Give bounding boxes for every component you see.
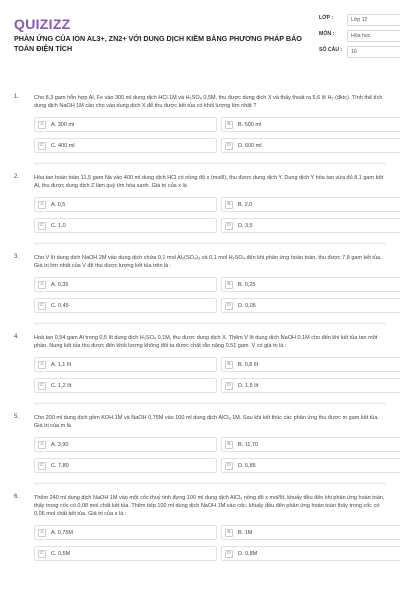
option-letter-box: B <box>225 441 233 449</box>
answer-option[interactable] <box>34 437 217 452</box>
answer-option[interactable] <box>221 357 400 372</box>
option-letter-box: D <box>225 222 233 230</box>
option-letter-box: D <box>225 302 233 310</box>
question-text: Hòa tan hoàn toàn 11,5 gam Na vào 400 ml dung dịch HCl có nồng độ x (mol/l), thu được dung dịch Y. Dung dịch Y hòa tan vừa đủ 8,1 gam bột Al, thu được dung dịch Z làm quỳ tím hóa xanh. Giá trị của x là <box>34 175 384 189</box>
option-letter-box: A <box>38 121 46 129</box>
question-item <box>14 254 386 313</box>
option-letter-box: B <box>225 121 233 129</box>
answer-option[interactable] <box>221 218 400 233</box>
option-text: A. 0,35 <box>51 281 69 288</box>
answer-option[interactable] <box>221 117 400 132</box>
option-text: C. 1,2 lít <box>51 382 72 389</box>
option-letter-box: D <box>225 382 233 390</box>
option-text: B. 11,70 <box>238 441 259 448</box>
meta-count-row <box>319 46 400 58</box>
answer-option[interactable] <box>34 138 217 153</box>
answer-option[interactable] <box>34 277 217 292</box>
option-letter-box: D <box>225 462 233 470</box>
question-divider <box>34 483 386 484</box>
option-text: D. 0,05 <box>238 302 256 309</box>
question-item <box>14 494 386 561</box>
answer-options <box>34 197 386 233</box>
option-text: A. 300 ml <box>51 121 75 128</box>
question-item <box>14 334 386 393</box>
answer-option[interactable] <box>221 197 400 212</box>
question-number: 5. <box>14 414 20 420</box>
question-number: 3. <box>14 254 20 260</box>
option-text: B. 0,25 <box>238 281 256 288</box>
option-letter-box: B <box>225 201 233 209</box>
meta-subject-row <box>319 30 400 42</box>
option-text: D. 3,5 <box>238 222 253 229</box>
question-divider <box>34 403 386 404</box>
answer-option[interactable] <box>221 277 400 292</box>
option-letter-box: A <box>38 361 46 369</box>
question-text: Hoà tan 0,54 gam Al trong 0,5 lít dung dịch H₂SO₄ 0,1M, thu được dung dịch X. Thêm V lít dung dịch NaOH 0,1M cho đến khi kết tủa tan một phần. Nung kết tủa thu được đến khối lượng không đổi ta được chất rắn nặng 0,51 gam. V có giá trị là : <box>34 335 378 349</box>
question-item <box>14 414 386 473</box>
option-text: A. 1,1 lít <box>51 361 72 368</box>
option-letter-box: C <box>38 142 46 150</box>
count-value: 16 <box>347 46 400 58</box>
option-text: B. 500 ml <box>238 121 262 128</box>
worksheet-header <box>14 14 386 84</box>
subject-label: MÔN : <box>319 31 335 37</box>
answer-option[interactable] <box>34 218 217 233</box>
option-letter-box: C <box>38 382 46 390</box>
option-letter-box: C <box>38 550 46 558</box>
class-value: Lớp 12 <box>347 14 400 26</box>
question-text: Cho V lít dung dịch NaOH 2M vào dung dịch chứa 0,1 mol Al₂(SO₄)₃ và 0,1 mol H₂SO₄ đến khi phản ứng hoàn toàn, thu được 7,8 gam kết tủa. Giá trị lớn nhất của V để thu được lượng kết tủa trên là : <box>34 255 382 269</box>
option-letter-box: A <box>38 281 46 289</box>
option-letter-box: D <box>225 142 233 150</box>
option-text: D. 1,5 lít <box>238 382 259 389</box>
answer-option[interactable] <box>221 378 400 393</box>
meta-class-row <box>319 14 400 26</box>
option-text: C. 400 ml <box>51 142 75 149</box>
question-text: Thêm 240 ml dung dịch NaOH 1M vào một cốc thuỷ tinh đựng 100 ml dung dịch AlCl₃ nồng độ x mol/lít, khuấy đều đến khi phản ứng hoàn toàn, thấy trong cốc có 0,08 mol chất kết tủa. Thêm tiếp 100 ml dung dịch NaOH 1M vào cốc, khuấy đều đến phản ứng hoàn toàn thấy trong cốc có 0,06 mol chất kết tủa. Giá trị của x là : <box>34 495 385 517</box>
answer-option[interactable] <box>34 546 217 561</box>
answer-option[interactable] <box>34 117 217 132</box>
option-text: C. 1,0 <box>51 222 66 229</box>
answer-option[interactable] <box>34 357 217 372</box>
question-divider <box>34 163 386 164</box>
answer-option[interactable] <box>221 458 400 473</box>
option-text: A. 3,90 <box>51 441 69 448</box>
class-label: LỚP : <box>319 15 334 21</box>
option-letter-box: C <box>38 462 46 470</box>
option-letter-box: B <box>225 361 233 369</box>
option-letter-box: A <box>38 441 46 449</box>
question-text: Cho 8,3 gam hỗn hợp Al, Fe vào 300 ml dung dịch HCl 1M và H₂SO₄ 0,5M, thu được dung dịch X và thấy thoát ra 5,6 lít H₂ (đktc). Tính thể tích dung dịch NaOH 1M cần cho vào dung dịch X để thu được kết tủa có khối lượng lớn nhất ? <box>34 95 383 109</box>
answer-options <box>34 117 386 153</box>
option-letter-box: A <box>38 201 46 209</box>
answer-option[interactable] <box>221 525 400 540</box>
question-divider <box>34 243 386 244</box>
option-letter-box: C <box>38 222 46 230</box>
option-text: A. 0,75M <box>51 529 74 536</box>
option-text: C. 0,5M <box>51 550 71 557</box>
question-list <box>14 94 386 561</box>
answer-option[interactable] <box>221 546 400 561</box>
subject-value: Hóa học <box>347 30 400 42</box>
option-text: B. 2,0 <box>238 201 253 208</box>
option-text: C. 7,80 <box>51 462 69 469</box>
answer-option[interactable] <box>221 437 400 452</box>
answer-options <box>34 357 386 393</box>
answer-options <box>34 437 386 473</box>
option-letter-box: B <box>225 281 233 289</box>
option-text: D. 5,85 <box>238 462 256 469</box>
option-letter-box: B <box>225 529 233 537</box>
answer-option[interactable] <box>34 378 217 393</box>
question-item <box>14 94 386 153</box>
page-title: PHẢN ỨNG CỦA ION AL3+, ZN2+ VỚI DUNG DỊCH KIỀM BẰNG PHƯƠNG PHÁP BẢO TOÀN ĐIỆN TÍCH <box>14 34 302 53</box>
count-label: SỐ CÂU : <box>319 47 343 53</box>
answer-option[interactable] <box>34 458 217 473</box>
quizizz-logo: QUIZIZZ <box>14 16 71 32</box>
meta-panel <box>319 14 400 62</box>
question-number: 2. <box>14 174 20 180</box>
question-item <box>14 174 386 233</box>
question-number: 1. <box>14 94 20 100</box>
option-text: C. 0,45 <box>51 302 69 309</box>
answer-option[interactable] <box>34 197 217 212</box>
option-text: A. 0,5 <box>51 201 66 208</box>
answer-options <box>34 277 386 313</box>
option-text: B. 0,8 lít <box>238 361 259 368</box>
option-letter-box: D <box>225 550 233 558</box>
answer-options <box>34 525 386 561</box>
option-text: D. 0,8M <box>238 550 258 557</box>
question-number: 6. <box>14 494 20 500</box>
answer-option[interactable] <box>34 525 217 540</box>
answer-option[interactable] <box>34 298 217 313</box>
option-letter-box: C <box>38 302 46 310</box>
question-number: 4. <box>14 334 20 340</box>
answer-option[interactable] <box>221 138 400 153</box>
question-text: Cho 200 ml dung dịch gồm KOH 1M và NaOH 0,75M vào 100 ml dung dịch AlCl₃ 1M. Sau khi kết thúc các phản ứng thu được m gam kết tủa. Giá trị của m là <box>34 415 379 429</box>
option-letter-box: A <box>38 529 46 537</box>
answer-option[interactable] <box>221 298 400 313</box>
question-divider <box>34 323 386 324</box>
option-text: B. 1M <box>238 529 253 536</box>
option-text: D. 600 ml <box>238 142 262 149</box>
